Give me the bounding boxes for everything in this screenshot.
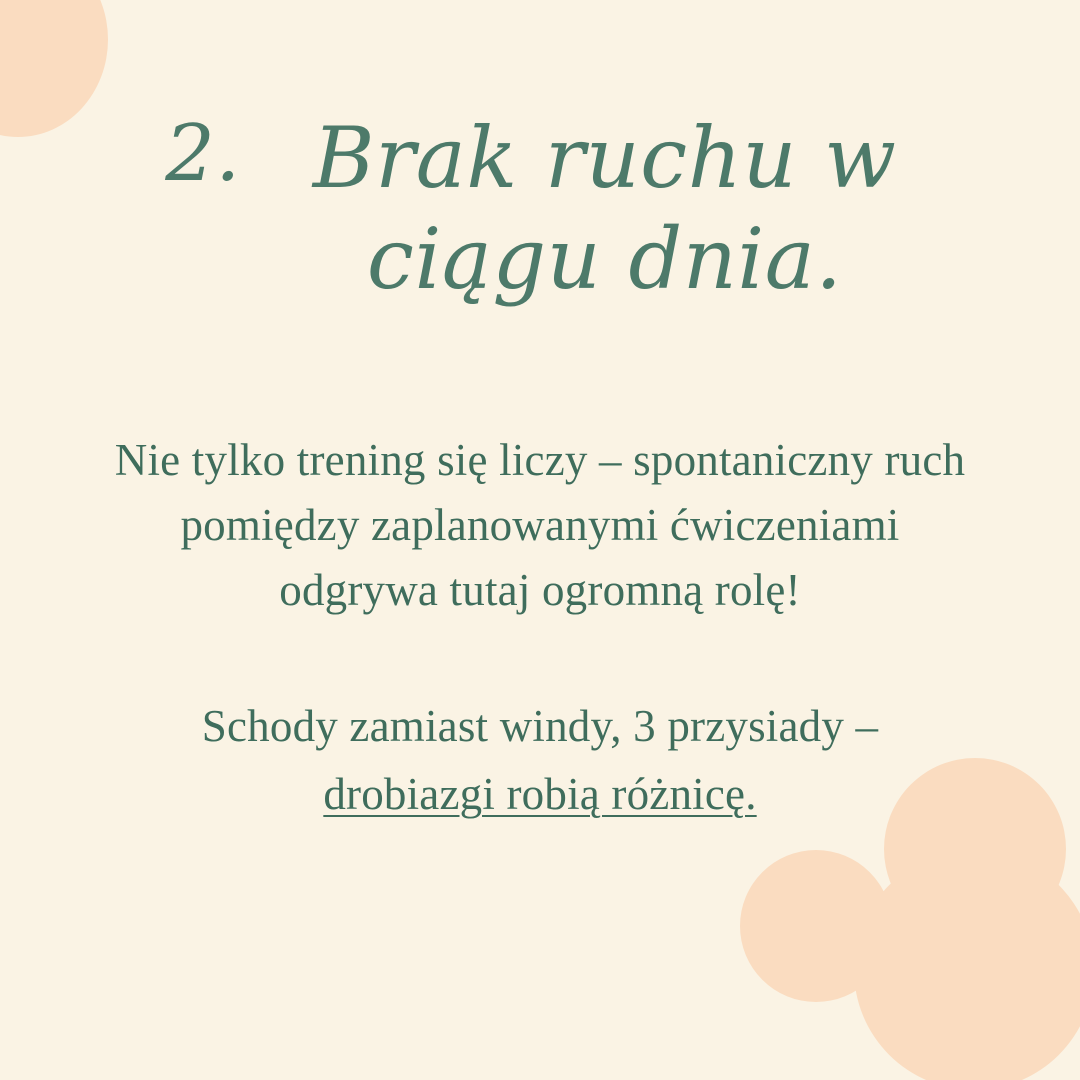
body-paragraph-two (100, 693, 980, 828)
headline-text: Brak ruchu w ciągu dnia. (312, 109, 897, 308)
paragraph-spacer (100, 623, 980, 693)
page-title (68, 108, 1012, 310)
headline-number: 2. (165, 109, 241, 199)
body-paragraph-one: Nie tylko trening się liczy – spontaniczny ruch pomiędzy zaplanowanymi ćwiczeniami odgrywa tutaj ogromną rolę! (114, 434, 966, 616)
closing-lead: Schody zamiast windy, 3 przysiady – (201, 701, 879, 752)
body-text (100, 428, 980, 829)
closing-emphasis: drobiazgi robią różnicę. (323, 768, 757, 819)
